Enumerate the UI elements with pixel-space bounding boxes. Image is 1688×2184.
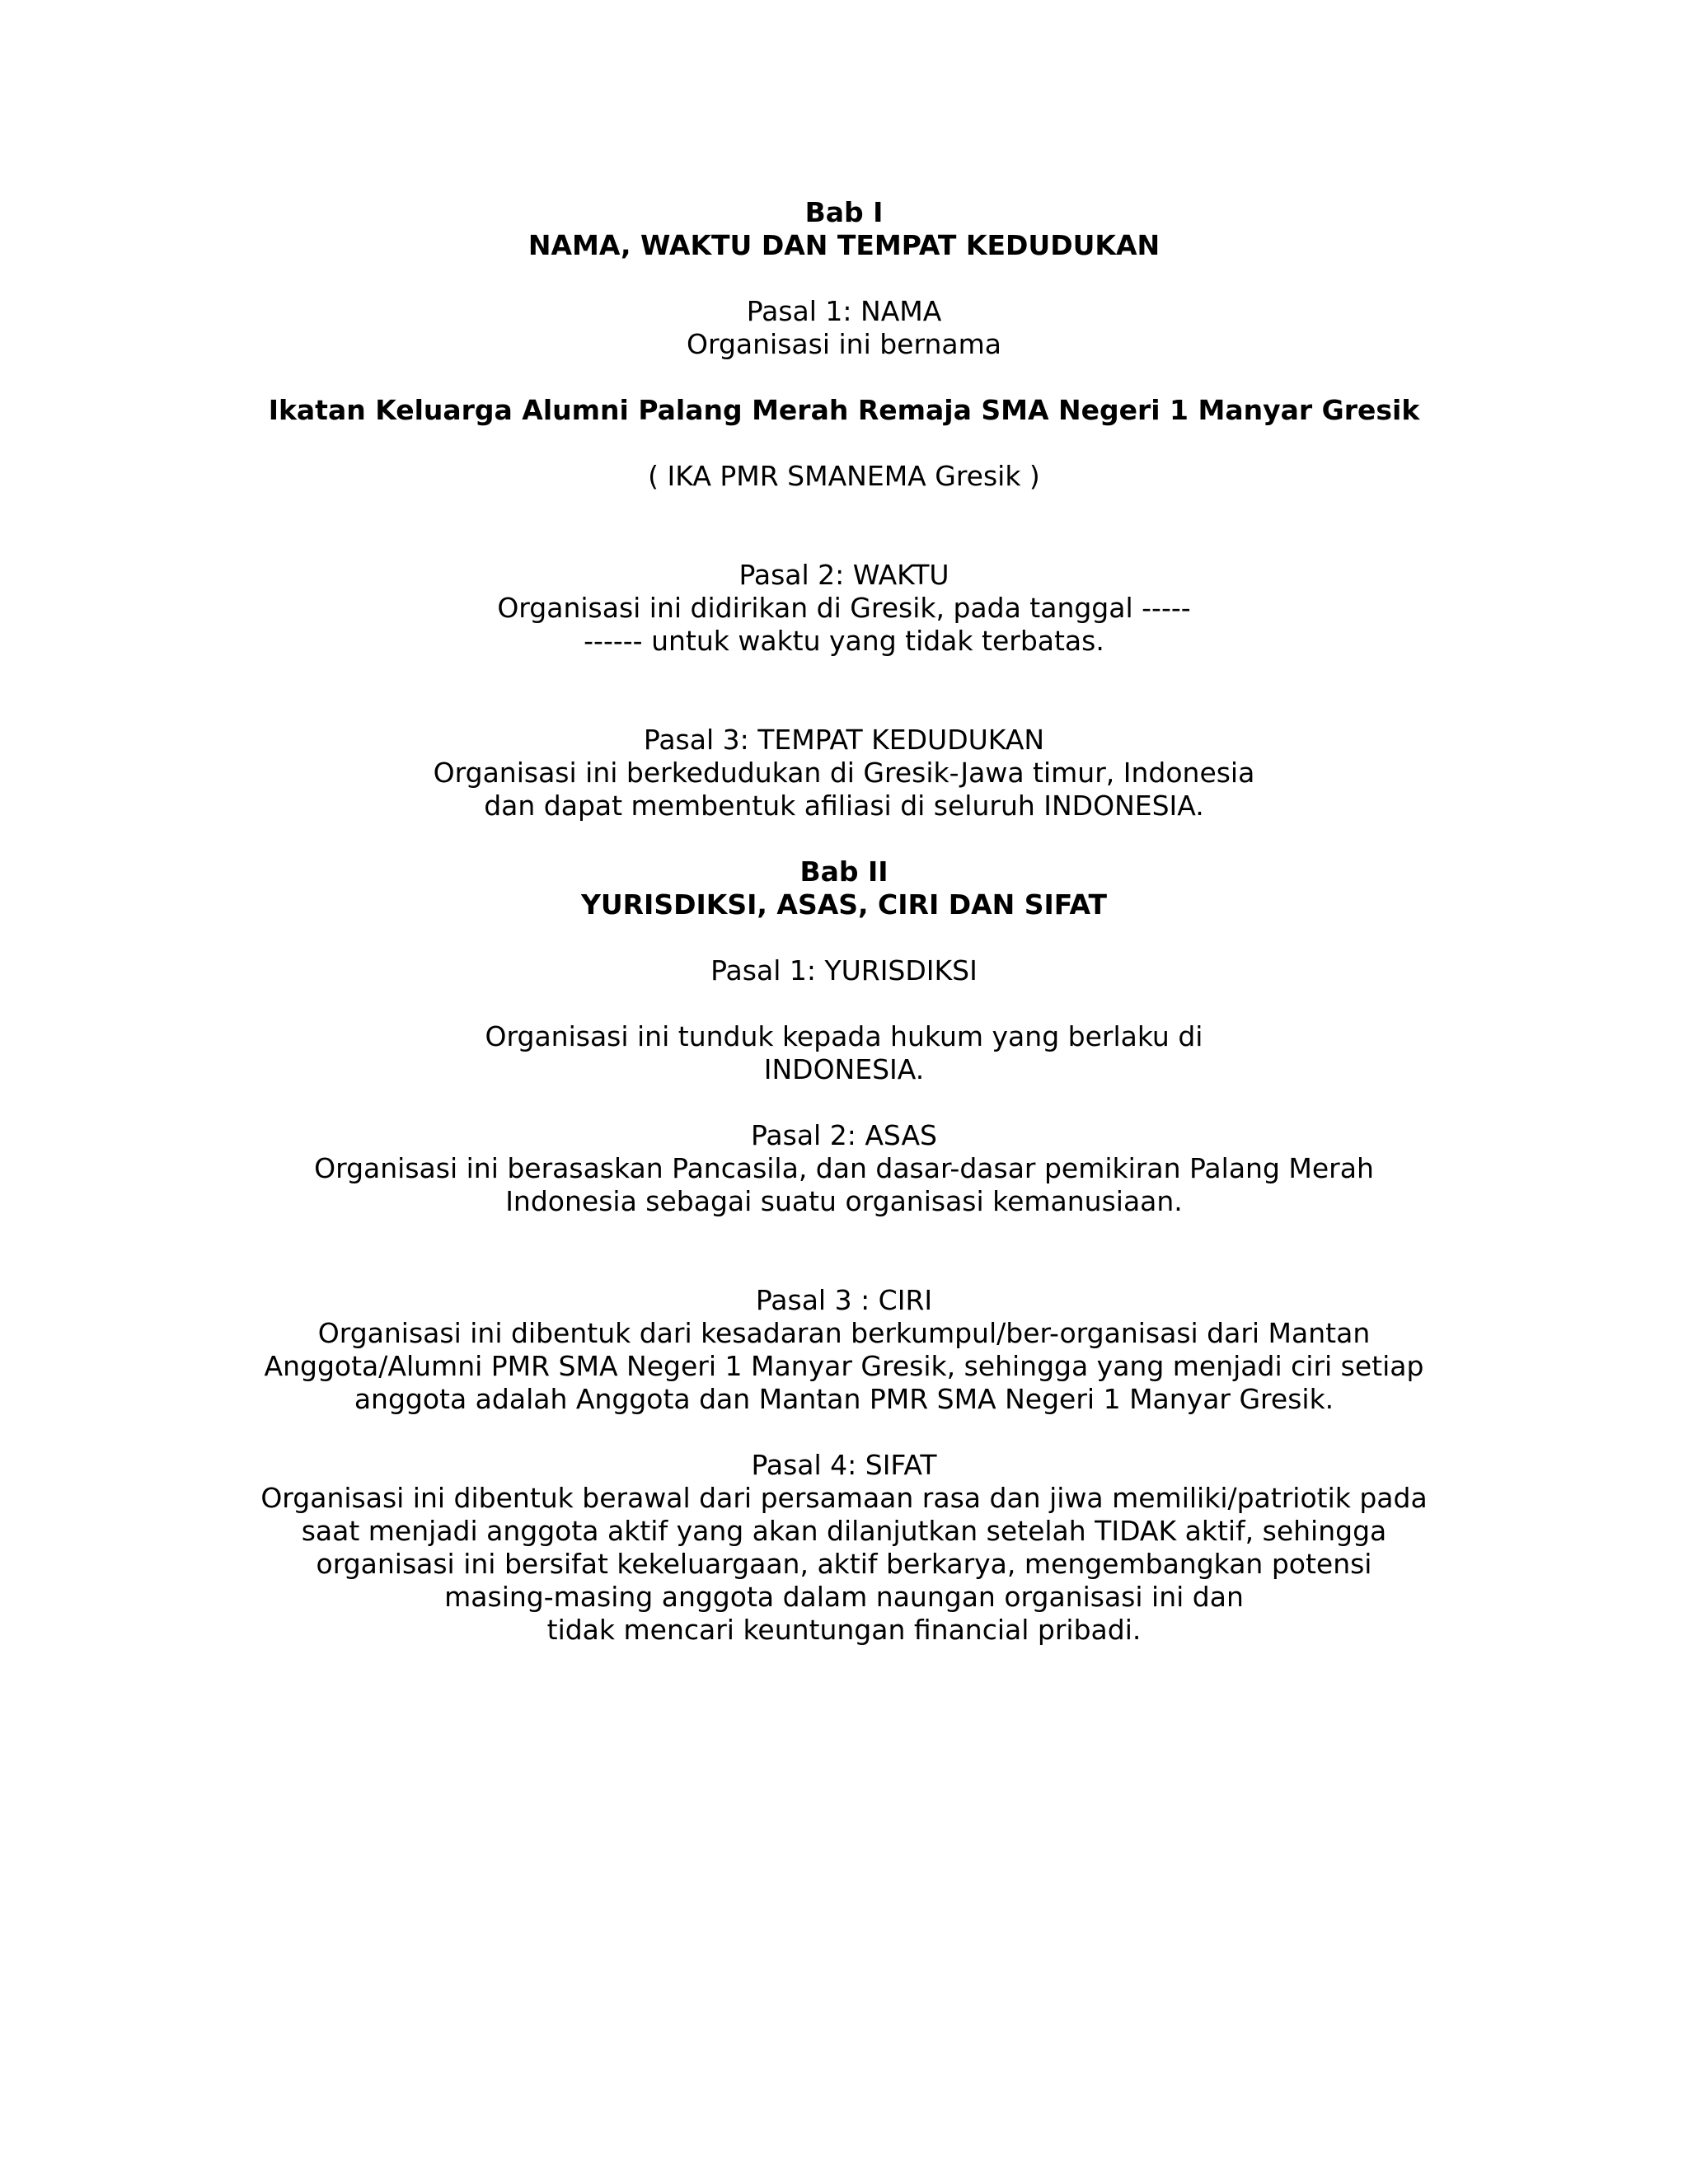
bab1-title: NAMA, WAKTU DAN TEMPAT KEDUDUKAN <box>528 229 1160 261</box>
bab1-pasal3-line: Organisasi ini berkedudukan di Gresik-Jawa timur, Indonesia <box>433 757 1255 789</box>
bab2-pasal3-heading: Pasal 3 : CIRI <box>755 1284 933 1316</box>
bab2-pasal3-line: Anggota/Alumni PMR SMA Negeri 1 Manyar Gresik, sehingga yang menjadi ciri setiap <box>264 1350 1424 1382</box>
bab2-pasal4-line: saat menjadi anggota aktif yang akan dilanjutkan setelah TIDAK aktif, sehingga <box>301 1515 1387 1547</box>
bab2-pasal3-line: anggota adalah Anggota dan Mantan PMR SMA Negeri 1 Manyar Gresik. <box>354 1383 1334 1415</box>
spacer <box>165 493 1523 526</box>
document-body <box>165 196 1523 1647</box>
bab1-pasal2-heading: Pasal 2: WAKTU <box>738 559 950 591</box>
bab1-pasal2-line: Organisasi ini didirikan di Gresik, pada tanggal ----- <box>497 592 1191 624</box>
bab2-pasal3-line: Organisasi ini dibentuk dari kesadaran berkumpul/ber-organisasi dari Mantan <box>317 1317 1371 1349</box>
bab2-heading: Bab II <box>799 855 889 888</box>
bab2-pasal2-heading: Pasal 2: ASAS <box>751 1119 937 1151</box>
organization-abbreviation: ( IKA PMR SMANEMA Gresik ) <box>648 460 1040 492</box>
spacer <box>165 987 1523 1020</box>
spacer <box>165 691 1523 724</box>
bab2-pasal1-line: INDONESIA. <box>763 1053 925 1085</box>
spacer <box>165 658 1523 691</box>
spacer <box>165 262 1523 295</box>
bab2-pasal2-line: Indonesia sebagai suatu organisasi kemanusiaan. <box>505 1185 1183 1217</box>
spacer <box>165 1251 1523 1284</box>
bab2-title: YURISDIKSI, ASAS, CIRI DAN SIFAT <box>580 888 1108 921</box>
bab2-pasal1-heading: Pasal 1: YURISDIKSI <box>710 954 978 987</box>
bab1-pasal1-heading: Pasal 1: NAMA <box>746 295 942 327</box>
bab1-pasal3-line: dan dapat membentuk afiliasi di seluruh INDONESIA. <box>484 790 1204 822</box>
bab2-pasal4-line: Organisasi ini dibentuk berawal dari persamaan rasa dan jiwa memiliki/patriotik pada <box>260 1482 1428 1514</box>
spacer <box>165 1416 1523 1449</box>
spacer <box>165 361 1523 394</box>
spacer <box>165 1218 1523 1251</box>
bab1-heading: Bab I <box>804 196 884 228</box>
bab1-pasal1-text: Organisasi ini bernama <box>687 328 1001 360</box>
spacer <box>165 823 1523 855</box>
bab2-pasal1-line: Organisasi ini tunduk kepada hukum yang berlaku di <box>485 1020 1203 1052</box>
bab1-pasal3-heading: Pasal 3: TEMPAT KEDUDUKAN <box>643 724 1045 756</box>
bab2-pasal4-line: organisasi ini bersifat kekeluargaan, aktif berkarya, mengembangkan potensi <box>316 1548 1372 1580</box>
spacer <box>165 526 1523 559</box>
bab2-pasal4-line: masing-masing anggota dalam naungan organisasi ini dan <box>444 1581 1244 1613</box>
bab1-pasal2-line: ------ untuk waktu yang tidak terbatas. <box>584 625 1104 657</box>
organization-name: Ikatan Keluarga Alumni Palang Merah Remaja SMA Negeri 1 Manyar Gresik <box>268 394 1420 426</box>
bab2-pasal2-line: Organisasi ini berasaskan Pancasila, dan dasar-dasar pemikiran Palang Merah <box>314 1152 1374 1184</box>
spacer <box>165 1086 1523 1119</box>
spacer <box>165 427 1523 460</box>
bab2-pasal4-line: tidak mencari keuntungan financial pribadi. <box>546 1614 1142 1646</box>
spacer <box>165 921 1523 954</box>
bab2-pasal4-heading: Pasal 4: SIFAT <box>751 1449 937 1481</box>
